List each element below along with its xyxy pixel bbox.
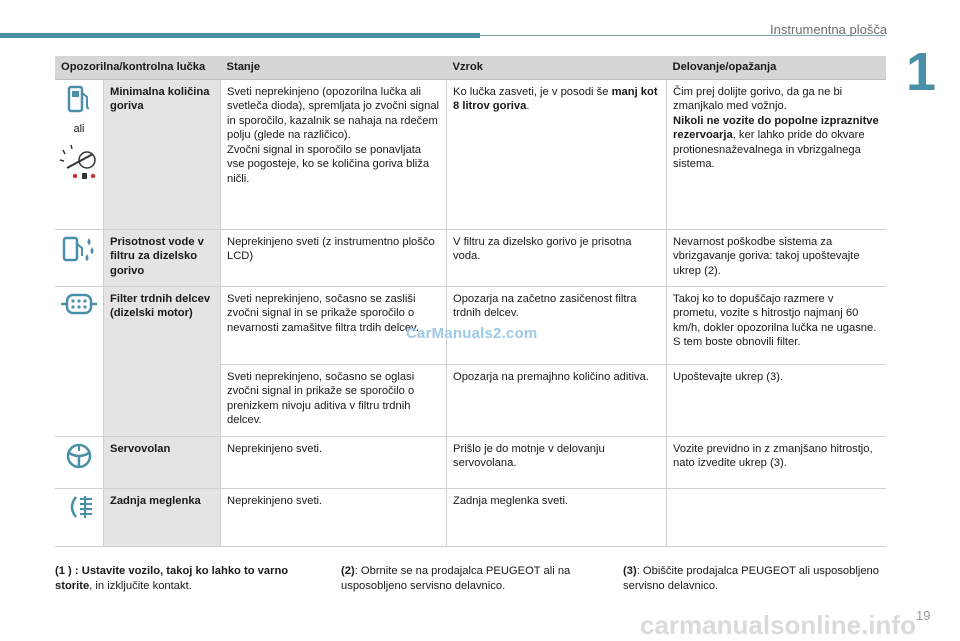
state-cell: Neprekinjeno sveti (z instrumentno ploščo LCD) bbox=[221, 229, 447, 286]
table-header-row bbox=[55, 56, 886, 79]
cause-cell: Opozarja na začetno zasičenost filtra trdnih delcev. bbox=[447, 286, 667, 364]
footnote-2 bbox=[341, 564, 611, 593]
cause-cell: Opozarja na premajhno količino aditiva. bbox=[447, 364, 667, 436]
cause-cell: Prišlo je do motnje v delovanju servovolana. bbox=[447, 436, 667, 488]
header-accent-bar bbox=[0, 33, 480, 38]
footnote-3 bbox=[623, 564, 885, 593]
cause-text: Ko lučka zasveti, je v posodi še bbox=[453, 85, 612, 98]
table-row bbox=[55, 79, 886, 229]
steering-icon-cell bbox=[55, 436, 104, 488]
light-name: Minimalna količina goriva bbox=[104, 79, 221, 229]
col-header-state: Stanje bbox=[221, 56, 447, 79]
footer-watermark: carmanualsonline.info bbox=[640, 610, 916, 640]
footnote-3-text: : Obiščite prodajalca PEUGEOT ali usposobljeno servisno delavnico. bbox=[623, 565, 879, 592]
fuel-gauge-icon bbox=[57, 142, 101, 182]
footnote-2-number: (2) bbox=[341, 565, 355, 577]
state-cell: Sveti neprekinjeno, sočasno se oglasi zvočni signal in prikaže se sporočilo o prenizkem nivoju aditiva v filtru trdnih delcev. bbox=[221, 364, 447, 436]
page-number: 19 bbox=[916, 608, 931, 623]
fuel-pump-icon bbox=[57, 84, 101, 114]
footnote-1-number: (1 ) bbox=[55, 565, 72, 577]
action-text-end: , ker lahko pride do okvare protionesnaževalnega in vbrizgalnega sistema. bbox=[673, 129, 865, 170]
cause-cell bbox=[447, 79, 667, 229]
water-in-diesel-icon bbox=[57, 234, 101, 264]
warning-lights-table bbox=[55, 56, 886, 547]
state-cell: Sveti neprekinjeno (opozorilna lučka ali svetleča dioda), spremljata jo zvočni signal in sporočilo, kazalnik se nahaja na rdečem polju (glede na različico). Zvočni signal in sporočilo se ponavljata vse pogosteje, ko se količina goriva bliža ničli. bbox=[221, 79, 447, 229]
cause-emphasis: manj kot 8 litrov goriva bbox=[453, 85, 658, 112]
table-row bbox=[55, 229, 886, 286]
action-cell: Upoštevajte ukrep (3). bbox=[667, 364, 887, 436]
power-steering-icon bbox=[57, 441, 101, 471]
action-cell: Vozite previdno in z zmanjšano hitrostjo, nato izvedite ukrep (3). bbox=[667, 436, 887, 488]
action-cell bbox=[667, 79, 887, 229]
section-title: Instrumentna plošča bbox=[770, 22, 888, 37]
chapter-number: 1 bbox=[906, 42, 937, 102]
cause-text-end: . bbox=[526, 100, 530, 112]
particle-filter-icon bbox=[57, 291, 101, 317]
state-cell: Sveti neprekinjeno, sočasno se zasliši zvočni signal in se prikaže sporočilo o nevarnosti zamašitve filtra trdih delcev. bbox=[221, 286, 447, 364]
light-name: Filter trdnih delcev (dizelski motor) bbox=[104, 286, 221, 436]
fuel-icon-cell bbox=[55, 79, 104, 229]
light-name: Prisotnost vode v filtru za dizelsko gorivo bbox=[104, 229, 221, 286]
or-label: ali bbox=[73, 122, 85, 135]
footnote-2-text: : Obrnite se na prodajalca PEUGEOT ali na usposobljeno servisno delavnico. bbox=[341, 565, 571, 592]
footnote-3-number: (3) bbox=[623, 565, 637, 577]
light-name: Zadnja meglenka bbox=[104, 488, 221, 546]
footnote-1-text: , in izključite kontakt. bbox=[89, 579, 192, 592]
dpf-icon-cell bbox=[55, 286, 104, 436]
light-name: Servovolan bbox=[104, 436, 221, 488]
cause-cell: V filtru za dizelsko gorivo je prisotna voda. bbox=[447, 229, 667, 286]
col-header-cause: Vzrok bbox=[447, 56, 667, 79]
state-cell: Neprekinjeno sveti. bbox=[221, 436, 447, 488]
col-header-light: Opozorilna/kontrolna lučka bbox=[55, 56, 221, 79]
rear-fog-lamp-icon bbox=[57, 493, 101, 521]
action-cell bbox=[667, 488, 887, 546]
state-cell: Neprekinjeno sveti. bbox=[221, 488, 447, 546]
foglamp-icon-cell bbox=[55, 488, 104, 546]
col-header-action: Delovanje/opažanja bbox=[667, 56, 887, 79]
action-cell: Takoj ko to dopuščajo razmere v prometu, vozite s hitrostjo najmanj 60 km/h, dokler opozorilna lučka ne ugasne. S tem boste obnovili filter. bbox=[667, 286, 887, 364]
footnote-1: (1 ) : Ustavite vozilo, takoj ko lahko to varno storite, in izključite kontakt. bbox=[55, 565, 289, 592]
action-text: Čim prej dolijte gorivo, da ga ne bi zmanjkalo med vožnjo. bbox=[673, 85, 843, 112]
table-row bbox=[55, 436, 886, 488]
footnote-1-emphasis: Ustavite vozilo, takoj ko lahko to varno storite bbox=[55, 565, 289, 592]
action-emphasis: Nikoli ne vozite do popolne izpraznitve rezervoarja bbox=[673, 114, 879, 141]
table-row bbox=[55, 488, 886, 546]
cause-cell: Zadnja meglenka sveti. bbox=[447, 488, 667, 546]
water-icon-cell bbox=[55, 229, 104, 286]
watermark: CarManuals2.com bbox=[406, 325, 538, 342]
action-cell: Nevarnost poškodbe sistema za vbrizgavanje goriva: takoj upoštevajte ukrep (2). bbox=[667, 229, 887, 286]
